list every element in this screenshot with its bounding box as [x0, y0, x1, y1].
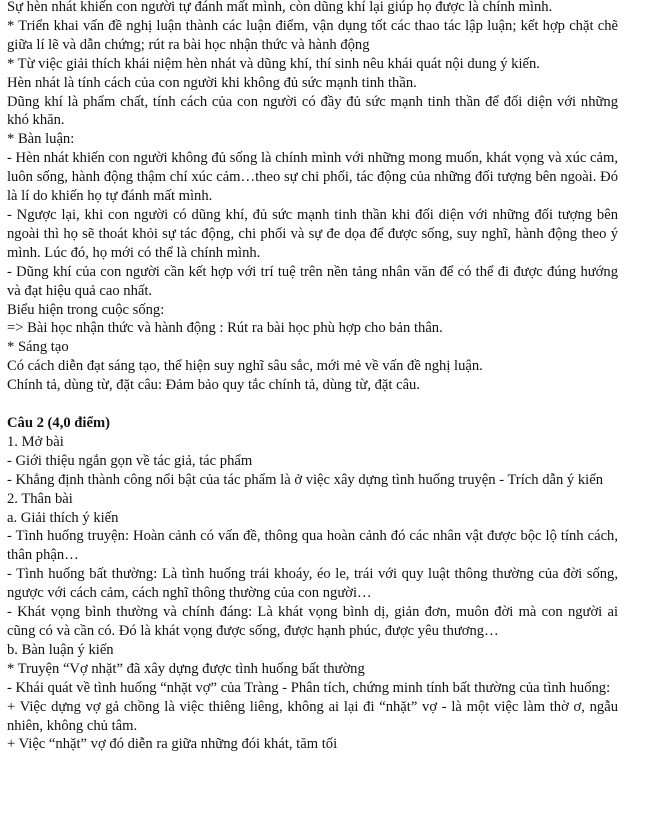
paragraph-dung-khi-dinh-nghia: Dũng khí là phẩm chất, tính cách của con người có đầy đủ sức mạnh tinh thần để đối diện với những khó khăn.	[7, 93, 618, 129]
paragraph-hen-nhat-ban-luan: - Hèn nhát khiến con người không đủ sống là chính mình với những mong muốn, khát vọng và xúc cảm, luôn sống, hành động thậm chí xúc cảm…theo sự chi phối, tác động của những đối tượng bên ngoài. Đó là lí do khiến họ tự đánh mất mình.	[7, 150, 618, 205]
paragraph-gioi-thieu: - Giới thiệu ngắn gọn về tác giả, tác phẩm	[7, 452, 253, 469]
paragraph-nhat-vo-doi-khat: + Việc “nhặt” vợ đó diễn ra giữa những đói khát, tăm tối	[7, 736, 338, 753]
paragraph-sang-tao-label: * Sáng tạo	[7, 339, 69, 356]
paragraph-than-bai: 2. Thân bài	[7, 490, 73, 507]
paragraph-bieu-hien: Biểu hiện trong cuộc sống:	[7, 301, 165, 318]
paragraph-mo-bai: 1. Mở bài	[7, 433, 64, 450]
paragraph-tinh-huong-truyen: - Tình huống truyện: Hoàn cảnh có vấn đề, thông qua hoàn cảnh đó các nhân vật được bộc lộ tính cách, thân phận…	[7, 528, 618, 564]
paragraph-hen-nhat-dung-khi: Sự hèn nhát khiến con người tự đánh mất mình, còn dũng khí lại giúp họ được là chính mình.	[7, 0, 553, 15]
paragraph-khang-dinh: - Khẳng định thành công nổi bật của tác phẩm là ở việc xây dựng tình huống truyện - Trích dẫn ý kiến	[7, 471, 604, 488]
paragraph-hen-nhat-dinh-nghia: Hèn nhát là tính cách của con người khi không đủ sức mạnh tinh thần.	[7, 74, 417, 91]
paragraph-giai-thich-khai-niem: * Từ việc giải thích khái niệm hèn nhát và dũng khí, thí sinh nêu khái quát nội dung ý kiến.	[7, 55, 540, 72]
paragraph-bai-hoc: => Bài học nhận thức và hành động : Rút ra bài học phù hợp cho bản thân.	[7, 320, 443, 337]
paragraph-trien-khai-van-de: * Triển khai vấn đề nghị luận thành các luận điểm, vận dụng tốt các thao tác lập luận; kết hợp chặt chẽ giữa lí lẽ và dẫn chứng; rút ra bài học nhận thức và hành động	[7, 17, 618, 53]
paragraph-giai-thich-y-kien: a. Giải thích ý kiến	[7, 509, 119, 526]
paragraph-ban-luan-y-kien: b. Bàn luận ý kiến	[7, 641, 114, 658]
paragraph-sang-tao-noi-dung: Có cách diễn đạt sáng tạo, thể hiện suy nghĩ sâu sắc, mới mẻ về vấn đề nghị luận.	[7, 358, 483, 375]
document-page	[7, 0, 618, 754]
paragraph-dung-khi-ban-luan: - Ngược lại, khi con người có dũng khí, đủ sức mạnh tinh thần khi đối diện với những đối tượng bên ngoài thì họ sẽ thoát khỏi sự tác động, chi phối và sự đe dọa để được sống, suy nghĩ, hành động theo ý mình. Lúc đó, họ mới có thể là chính mình.	[7, 206, 618, 261]
section-spacer	[7, 395, 618, 414]
paragraph-vo-nhat: * Truyện “Vợ nhặt” đã xây dựng được tình huống bất thường	[7, 660, 365, 677]
section-heading-cau-2: Câu 2 (4,0 điểm)	[7, 415, 110, 432]
paragraph-dung-khi-tri-tue: - Dũng khí của con người cần kết hợp với trí tuệ trên nền tảng nhân văn để có thể đi được đúng hướng và đạt hiệu quả cao nhất.	[7, 263, 618, 299]
paragraph-tinh-huong-bat-thuong: - Tình huống bất thường: Là tình huống trái khoáy, éo le, trái với quy luật thông thường của đời sống, ngược với cách cảm, cách nghĩ thông thường của con người…	[7, 566, 618, 602]
paragraph-khat-vong: - Khát vọng bình thường và chính đáng: Là khát vọng bình dị, giản đơn, muôn đời mà con người ai cũng có và cần có. Đó là khát vọng được sống, được hạnh phúc, được yêu thương…	[7, 604, 618, 639]
paragraph-dung-vo-ga-chong: + Việc dựng vợ gả chồng là việc thiêng liêng, không ai lại đi “nhặt” vợ - là một việc làm thờ ơ, ngẫu nhiên, không chủ tâm.	[7, 698, 618, 734]
paragraph-khai-quat-tinh-huong: - Khái quát về tình huống “nhặt vợ” của Tràng - Phân tích, chứng minh tính bất thường của tình huống:	[7, 679, 611, 696]
paragraph-chinh-ta: Chính tả, dùng từ, đặt câu: Đảm bảo quy tắc chính tả, dùng từ, đặt câu.	[7, 377, 420, 394]
paragraph-ban-luan-label: * Bàn luận:	[7, 131, 75, 148]
